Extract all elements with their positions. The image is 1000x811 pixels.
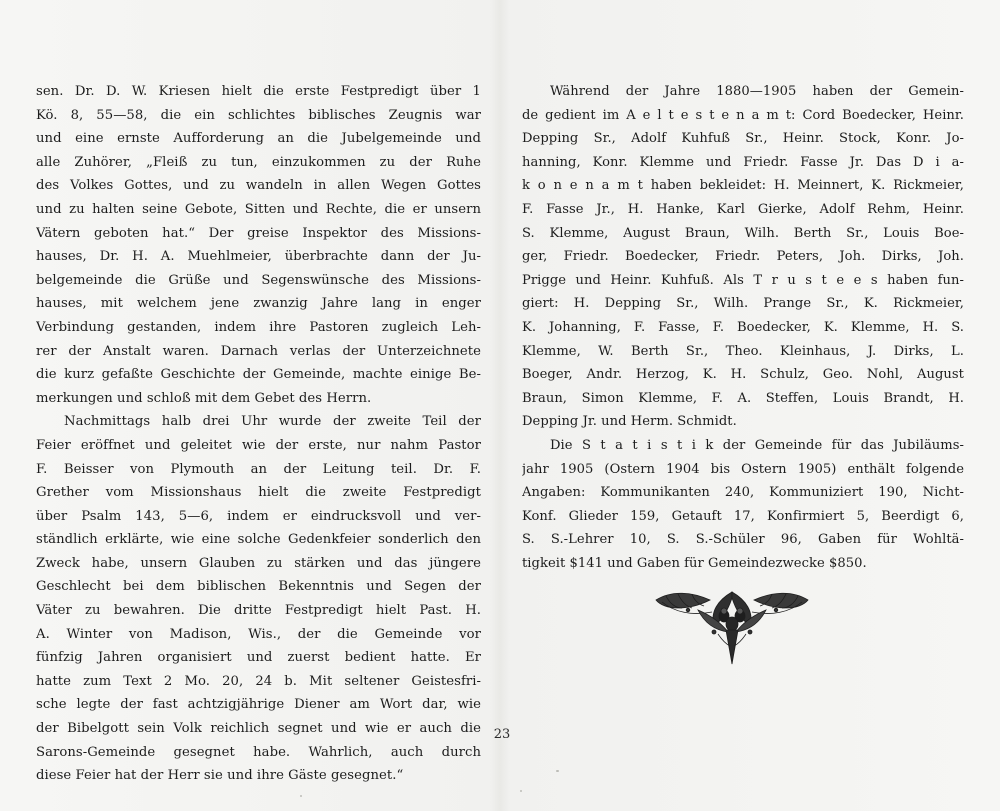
text-line: sen. Dr. D. W. Kriesen hielt die erste Festpredigt über 1: [36, 84, 481, 99]
text-line: Depping Sr., Adolf Kuhfuß Sr., Heinr. Stock, Konr. Jo-: [522, 131, 964, 147]
text-line: Boeger, Andr. Herzog, K. H. Schulz, Geo. Nohl, August: [522, 367, 964, 383]
text-line: Grether vom Missionshaus hielt die zweite Festpredigt: [36, 485, 481, 501]
page-number: 23: [493, 727, 511, 742]
paragraph-festpredigt: [36, 80, 481, 410]
paragraph-nachmittags: [36, 410, 481, 788]
paragraph-statistik: [522, 434, 964, 576]
text-line: Feier eröffnet und geleitet wie der erste, nur nahm Pastor: [36, 437, 481, 453]
text-line: jahr 1905 (Ostern 1904 bis Ostern 1905) enthält folgende: [522, 461, 964, 477]
text-line: F. Beisser von Plymouth an der Leitung teil. Dr. F.: [36, 461, 481, 477]
text-line: belgemeinde die Grüße und Segenswünsche des Missions-: [36, 272, 481, 288]
text-line: Depping Jr. und Herm. Schmidt.: [522, 414, 737, 430]
paper-speck: [520, 790, 522, 792]
text-line: sche legte der fast achtzigjährige Diener am Wort dar, wie: [36, 697, 481, 713]
text-line: de gedient im A e l t e s t e n a m t: Cord Boedecker, Heinr.: [522, 107, 964, 123]
right-column-text: [522, 80, 964, 575]
text-line: Sarons-Gemeinde gesegnet habe. Wahrlich, auch durch: [36, 744, 481, 760]
text-line: giert: H. Depping Sr., Wilh. Prange Sr., K. Rickmeier,: [522, 296, 964, 312]
text-line: der Bibelgott sein Volk reichlich segnet und wie er auch die: [36, 721, 481, 737]
text-line: hatte zum Text 2 Mo. 20, 24 b. Mit seltener Geistesfri-: [36, 673, 481, 689]
text-line: hauses, mit welchem jene zwanzig Jahre lang in enger: [36, 296, 481, 312]
text-line: Nachmittags halb drei Uhr wurde der zweite Teil der: [64, 414, 481, 430]
text-line: Braun, Simon Klemme, F. A. Steffen, Louis Brandt, H.: [522, 390, 964, 406]
text-line: merkungen und schloß mit dem Gebet des Herrn.: [36, 390, 372, 406]
text-line: und zu halten seine Gebote, Sitten und Rechte, die er unsern: [36, 201, 481, 217]
text-line: alle Zuhörer, „Fleiß zu tun, einzukommen zu der Ruhe: [36, 154, 481, 170]
text-line: ständlich erklärte, wie eine solche Gedenkfeier sonderlich den: [36, 532, 481, 548]
text-line: diese Feier hat der Herr sie und ihre Gäste gesegnet.“: [36, 768, 404, 784]
paper-speck: [300, 795, 302, 797]
floral-vignette-icon: [652, 586, 812, 666]
text-line: Die S t a t i s t i k der Gemeinde für das Jubiläums-: [550, 437, 964, 453]
paragraph-aemter: [522, 80, 964, 434]
text-line: Verbindung gestanden, indem ihre Pastoren zugleich Leh-: [36, 319, 481, 335]
text-line: Zweck habe, unsern Glauben zu stärken und das jüngere: [36, 555, 481, 571]
text-line: fünfzig Jahren organisiert und zuerst bedient hatte. Er: [36, 650, 481, 666]
text-line: tigkeit $141 und Gaben für Gemeindezwecke $850.: [522, 555, 867, 571]
text-line: Klemme, W. Berth Sr., Theo. Kleinhaus, J. Dirks, L.: [522, 343, 964, 359]
text-line: Konf. Glieder 159, Getauft 17, Konfirmiert 5, Beerdigt 6,: [522, 508, 964, 524]
text-line: A. Winter von Madison, Wis., der die Gemeinde vor: [36, 626, 481, 642]
text-line: die kurz gefaßte Geschichte der Gemeinde, machte einige Be-: [36, 367, 481, 383]
text-line: über Psalm 143, 5—6, indem er eindrucksvoll und ver-: [36, 508, 481, 524]
text-line: Angaben: Kommunikanten 240, Kommuniziert 190, Nicht-: [522, 485, 964, 501]
text-line: Während der Jahre 1880—1905 haben der Gemein-: [550, 84, 964, 99]
text-line: Vätern geboten hat.“ Der greise Inspektor des Missions-: [36, 225, 481, 241]
text-line: Kö. 8, 55—58, die ein schlichtes biblisches Zeugnis war: [36, 107, 481, 123]
left-column-text: [36, 80, 481, 788]
text-line: hauses, Dr. H. A. Muehlmeier, überbrachte dann der Ju-: [36, 249, 481, 265]
text-line: des Volkes Gottes, und zu wandeln in allen Wegen Gottes: [36, 178, 481, 194]
text-line: Prigge und Heinr. Kuhfuß. Als T r u s t e e s haben fun-: [522, 272, 964, 288]
text-line: S. S.-Lehrer 10, S. S.-Schüler 96, Gaben für Wohltä-: [522, 532, 964, 548]
text-line: hanning, Konr. Klemme und Friedr. Fasse Jr. Das D i a-: [522, 154, 964, 170]
text-line: Väter zu bewahren. Die dritte Festpredigt hielt Past. H.: [36, 603, 481, 619]
text-line: F. Fasse Jr., H. Hanke, Karl Gierke, Adolf Rehm, Heinr.: [522, 201, 964, 217]
text-line: ger, Friedr. Boedecker, Friedr. Peters, Joh. Dirks, Joh.: [522, 249, 964, 265]
paper-speck: [556, 770, 559, 772]
text-line: K. Johanning, F. Fasse, F. Boedecker, K. Klemme, H. S.: [522, 319, 964, 335]
text-line: S. Klemme, August Braun, Wilh. Berth Sr., Louis Boe-: [522, 225, 964, 241]
text-line: k o n e n a m t haben bekleidet: H. Meinnert, K. Rickmeier,: [522, 178, 964, 194]
text-line: und eine ernste Aufforderung an die Jubelgemeinde und: [36, 131, 481, 147]
text-line: rer der Anstalt waren. Darnach verlas der Unterzeichnete: [36, 343, 481, 359]
text-line: Geschlecht bei dem biblischen Bekenntnis und Segen der: [36, 579, 481, 595]
